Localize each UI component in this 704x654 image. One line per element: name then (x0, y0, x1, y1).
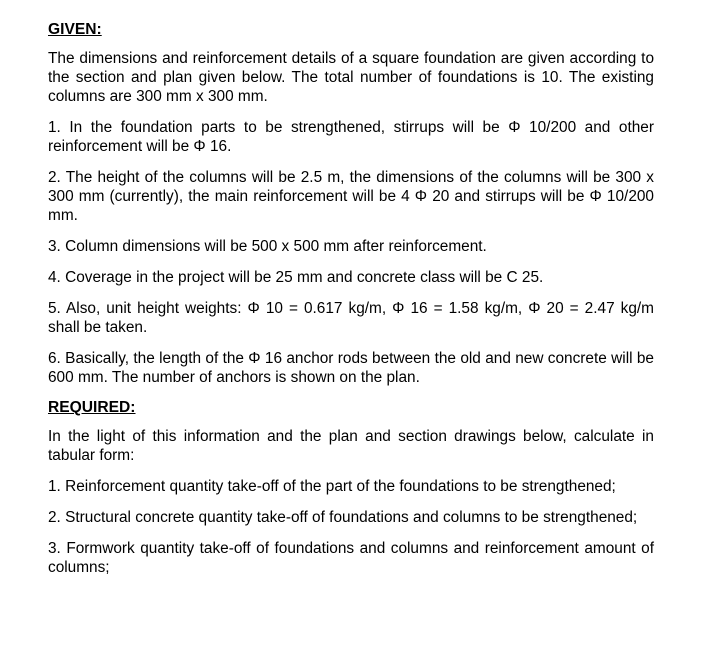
given-intro: The dimensions and reinforcement details of a square foundation are given according to the section and plan given below. The total number of foundations is 10. The existing columns are 300 mm x 300 mm. (48, 50, 654, 105)
given-item-5: 5. Also, unit height weights: Φ 10 = 0.617 kg/m, Φ 16 = 1.58 kg/m, Φ 20 = 2.47 kg/m shall be taken. (48, 300, 654, 336)
given-item-3: 3. Column dimensions will be 500 x 500 mm after reinforcement. (48, 238, 487, 255)
given-heading: GIVEN: (48, 21, 102, 38)
required-intro: In the light of this information and the plan and section drawings below, calculate in tabular form: (48, 428, 654, 464)
document-body (48, 20, 654, 589)
required-item-2: 2. Structural concrete quantity take-off of foundations and columns to be strengthened; (48, 509, 638, 526)
given-item-4: 4. Coverage in the project will be 25 mm and concrete class will be C 25. (48, 269, 544, 286)
given-item-2: 2. The height of the columns will be 2.5 m, the dimensions of the columns will be 300 x 300 mm (currently), the main reinforcement will be 4 Φ 20 and stirrups will be Φ 10/200 mm. (48, 169, 654, 224)
given-item-6: 6. Basically, the length of the Φ 16 anchor rods between the old and new concrete will be 600 mm. The number of anchors is shown on the plan. (48, 350, 654, 386)
required-heading: REQUIRED: (48, 399, 136, 416)
required-item-1: 1. Reinforcement quantity take-off of the part of the foundations to be strengthened; (48, 478, 616, 495)
required-item-3: 3. Formwork quantity take-off of foundations and columns and reinforcement amount of columns; (48, 540, 654, 576)
given-item-1: 1. In the foundation parts to be strengthened, stirrups will be Φ 10/200 and other reinforcement will be Φ 16. (48, 119, 654, 155)
